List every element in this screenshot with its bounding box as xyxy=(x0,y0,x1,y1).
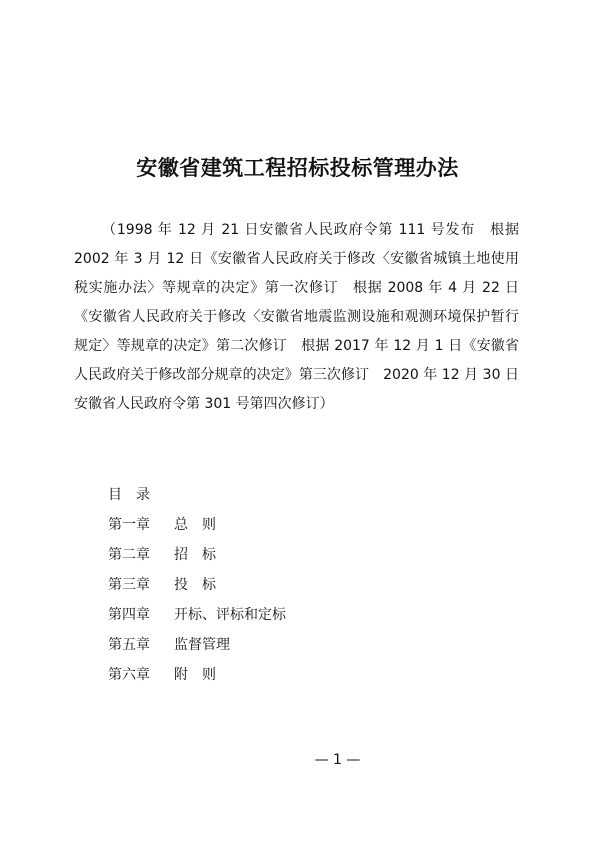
toc-chapter-number: 第五章 xyxy=(108,637,150,653)
toc-chapter-number: 第六章 xyxy=(108,667,150,683)
toc-item-chapter-2 xyxy=(108,544,286,574)
toc-chapter-title: 监督管理 xyxy=(174,637,230,653)
page-number: — 1 — xyxy=(314,752,361,768)
toc-item-chapter-3 xyxy=(108,574,286,604)
document-title: 安徽省建筑工程招标投标管理办法 xyxy=(136,155,459,180)
toc-chapter-title: 附 则 xyxy=(174,667,216,683)
toc-heading: 目 录 xyxy=(108,487,150,503)
toc-chapter-number: 第四章 xyxy=(108,607,150,623)
toc-chapter-title: 开标、评标和定标 xyxy=(174,607,286,623)
toc-chapter-number: 第三章 xyxy=(108,577,150,593)
table-of-contents xyxy=(108,484,286,694)
toc-item-chapter-4 xyxy=(108,604,286,634)
toc-item-chapter-5 xyxy=(108,634,286,664)
toc-chapter-title: 招 标 xyxy=(174,547,216,563)
toc-item-chapter-6 xyxy=(108,664,286,694)
toc-item-chapter-1 xyxy=(108,514,286,544)
toc-chapter-number: 第二章 xyxy=(108,547,150,563)
revision-history: （1998 年 12 月 21 日安徽省人民政府令第 111 号发布 根据 2002 年 3 月 12 日《安徽省人民政府关于修改〈安徽省城镇土地使用税实施办法〉等规章的决定》第一次修订 根据 2008 年 4 月 22 日《安徽省人民政府关于修改〈安徽省地震监测设施和观测环境保护暂行规定〉等规章的决定》第二次修订 根据 2017 年 12 月 1 日《安徽省人民政府关于修改部分规章的决定》第三次修订 2020 年 12 月 30 日安徽省人民政府令第 301 号第四次修订） xyxy=(74,222,519,412)
toc-chapter-title: 总 则 xyxy=(174,517,216,533)
toc-chapter-number: 第一章 xyxy=(108,517,150,533)
toc-chapter-title: 投 标 xyxy=(174,577,216,593)
